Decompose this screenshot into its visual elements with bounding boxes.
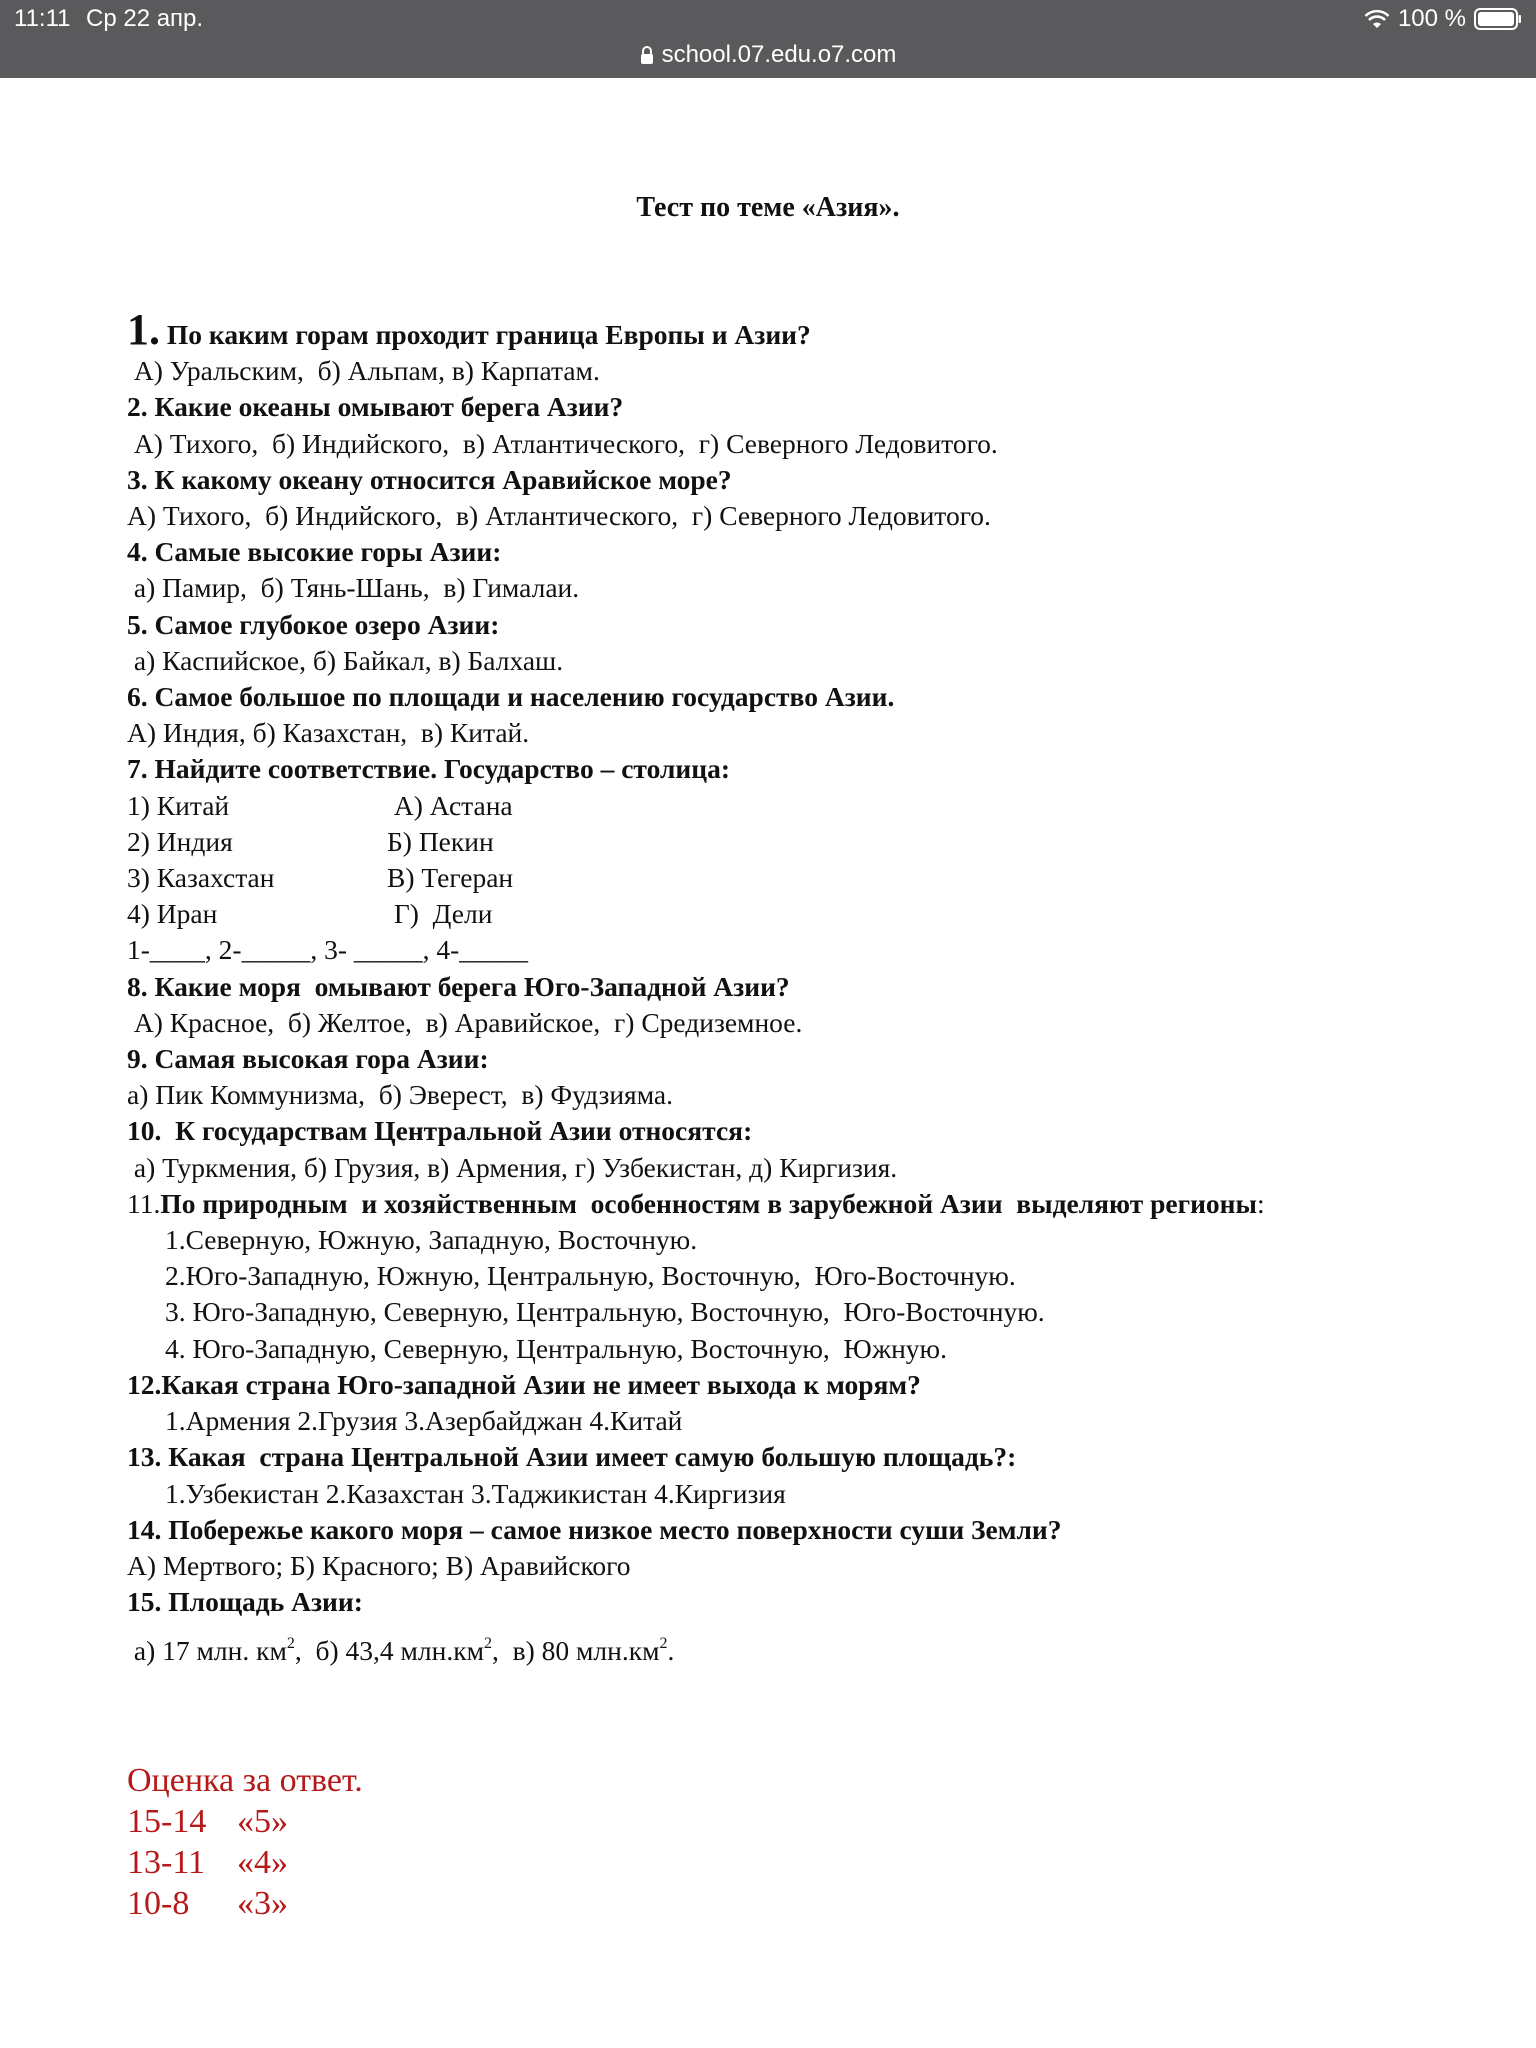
- match-country: 4) Иран: [127, 898, 218, 930]
- answer-15-c: , в) 80 млн.км: [491, 1635, 660, 1667]
- answer-6: А) Индия, б) Казахстан, в) Китай.: [127, 717, 530, 749]
- match-capital: В) Тегеран: [387, 862, 514, 894]
- grading-row: [127, 1801, 363, 1842]
- question-11-text: По природным и хозяйственным особенностям в зарубежной Азии выделяют регионы: [160, 1187, 1257, 1219]
- grading-block: [127, 1760, 363, 1924]
- match-row: [127, 824, 1427, 860]
- answer-11-option: 3. Юго-Западную, Северную, Центральную, Восточную, Юго-Восточную.: [165, 1296, 1045, 1328]
- grading-range: 13-11: [127, 1844, 206, 1881]
- answer-11-option: 4. Юго-Западную, Северную, Центральную, Восточную, Южную.: [165, 1332, 947, 1364]
- battery-percent: 100 %: [1397, 5, 1466, 32]
- answer-15: [127, 1626, 1427, 1669]
- answer-15-end: .: [667, 1635, 675, 1667]
- match-answer-blanks: 1-____, 2-_____, 3- _____, 4-_____: [127, 934, 529, 966]
- grading-row: [127, 1842, 363, 1883]
- answer-12: 1.Армения 2.Грузия 3.Азербайджан 4.Китай: [165, 1405, 683, 1437]
- question-2: 2. Какие океаны омывают берега Азии?: [127, 391, 624, 423]
- question-7: 7. Найдите соответствие. Государство – столица:: [127, 753, 730, 785]
- answer-3: А) Тихого, б) Индийского, в) Атлантического, г) Северного Ледовитого.: [127, 500, 991, 532]
- answer-10: а) Туркмения, б) Грузия, в) Армения, г) Узбекистан, д) Киргизия.: [127, 1151, 898, 1183]
- question-13: 13. Какая страна Центральной Азии имеет самую большую площадь?:: [127, 1441, 1017, 1473]
- status-date: Ср 22 апр.: [86, 5, 204, 32]
- match-row: [127, 860, 1427, 896]
- answer-9: а) Пик Коммунизма, б) Эверест, в) Фудзияма.: [127, 1079, 673, 1111]
- lock-icon: [640, 45, 654, 65]
- question-11-colon: :: [1256, 1187, 1265, 1219]
- question-15: 15. Площадь Азии:: [127, 1586, 363, 1618]
- wifi-icon: [1364, 9, 1390, 29]
- question-1-number: 1.: [127, 305, 160, 354]
- match-row: [127, 788, 1427, 824]
- url-text[interactable]: school.07.edu.o7.com: [661, 41, 897, 68]
- question-12: 12.Какая страна Юго-западной Азии не имеет выхода к морям?: [127, 1368, 921, 1400]
- superscript: 2: [659, 1635, 668, 1653]
- question-8: 8. Какие моря омывают берега Юго-Западной Азии?: [127, 970, 790, 1002]
- question-14: 14. Побережье какого моря – самое низкое место поверхности суши Земли?: [127, 1513, 1062, 1545]
- match-country: 1) Китай: [127, 789, 230, 821]
- grading-range: 15-14: [127, 1803, 207, 1840]
- question-6: 6. Самое большое по площади и населению государство Азии.: [127, 681, 895, 713]
- match-row: [127, 896, 1427, 932]
- match-capital: Б) Пекин: [387, 825, 494, 857]
- test-document: [127, 305, 1427, 1670]
- answer-11-option: 2.Юго-Западную, Южную, Центральную, Восточную, Юго-Восточную.: [165, 1260, 1016, 1292]
- question-5: 5. Самое глубокое озеро Азии:: [127, 608, 500, 640]
- answer-2: А) Тихого, б) Индийского, в) Атлантического, г) Северного Ледовитого.: [127, 427, 998, 459]
- answer-4: а) Памир, б) Тянь-Шань, в) Гималаи.: [127, 572, 580, 604]
- status-right: [1364, 5, 1522, 33]
- superscript: 2: [483, 1635, 492, 1653]
- question-11-number: 11.: [127, 1187, 161, 1219]
- grading-mark: «3»: [237, 1885, 288, 1922]
- grading-row: [127, 1883, 363, 1924]
- question-3: 3. К какому океану относится Аравийское море?: [127, 463, 732, 495]
- question-9: 9. Самая высокая гора Азии:: [127, 1043, 489, 1075]
- question-4: 4. Самые высокие горы Азии:: [127, 536, 502, 568]
- question-1-text: По каким горам проходит граница Европы и Азии?: [160, 319, 811, 350]
- answer-8: А) Красное, б) Желтое, в) Аравийское, г) Средиземное.: [127, 1006, 803, 1038]
- match-capital: Г) Дели: [387, 898, 493, 930]
- answer-1: А) Уральским, б) Альпам, в) Карпатам.: [127, 355, 600, 387]
- question-10: 10. К государствам Центральной Азии относятся:: [127, 1115, 753, 1147]
- match-country: 2) Индия: [127, 825, 233, 857]
- grading-title: Оценка за ответ.: [127, 1762, 363, 1799]
- answer-13: 1.Узбекистан 2.Казахстан 3.Таджикистан 4.Киргизия: [165, 1477, 786, 1509]
- grading-mark: «4»: [237, 1844, 288, 1881]
- grading-mark: «5»: [237, 1803, 288, 1840]
- answer-15-b: , б) 43,4 млн.км: [294, 1635, 484, 1667]
- safari-top-bar: [0, 0, 1536, 78]
- grading-range: 10-8: [127, 1885, 190, 1922]
- document-title: Тест по теме «Азия».: [636, 192, 900, 223]
- address-bar[interactable]: [0, 38, 1536, 72]
- battery-icon: [1474, 8, 1522, 30]
- question-1: [127, 305, 1427, 354]
- match-country: 3) Казахстан: [127, 862, 275, 894]
- answer-14: А) Мертвого; Б) Красного; В) Аравийского: [127, 1549, 631, 1581]
- question-11: [127, 1186, 1427, 1222]
- status-time: 11:11: [14, 5, 71, 32]
- match-capital: А) Астана: [387, 789, 513, 821]
- answer-5: а) Каспийское, б) Байкал, в) Балхаш.: [127, 644, 564, 676]
- answer-15-a: а) 17 млн. км: [127, 1635, 287, 1667]
- answer-11-option: 1.Северную, Южную, Западную, Восточную.: [165, 1224, 698, 1256]
- superscript: 2: [286, 1635, 295, 1653]
